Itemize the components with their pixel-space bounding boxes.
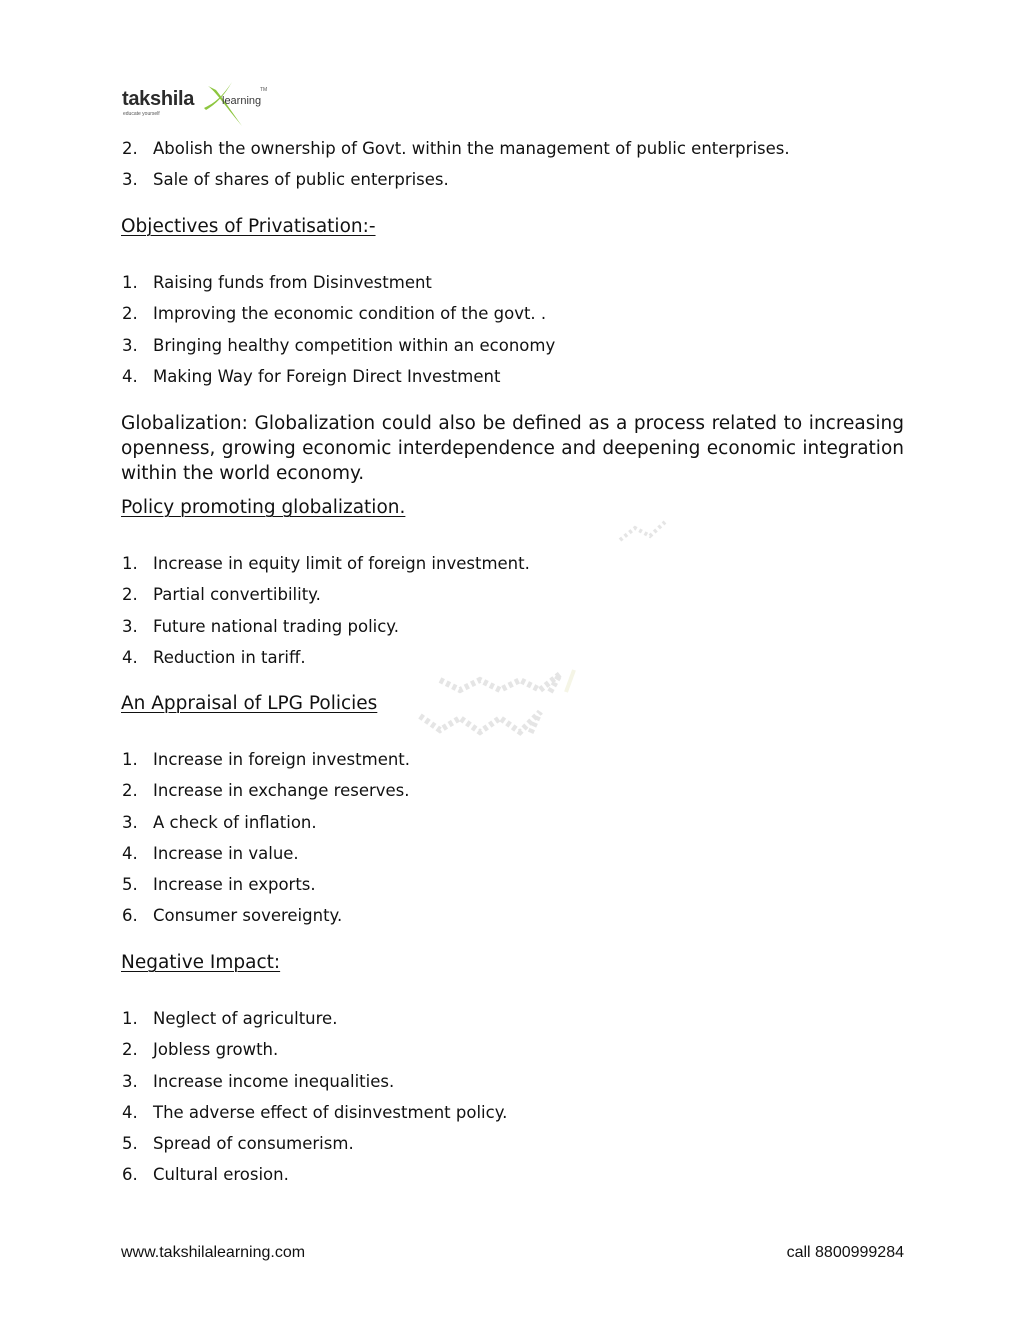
list-text: Partial convertibility. bbox=[153, 585, 321, 605]
list-text: Increase in value. bbox=[153, 843, 299, 863]
watermark-icon bbox=[610, 510, 680, 550]
list-number: 2. bbox=[122, 304, 138, 324]
globalization-paragraph bbox=[121, 411, 904, 486]
logo-tagline: educate yourself bbox=[123, 111, 160, 117]
list-number: 1. bbox=[122, 1009, 138, 1028]
logo-trademark: TM bbox=[260, 87, 268, 93]
list-text: Increase income inequalities. bbox=[153, 1071, 395, 1091]
objectives-heading: Objectives of Privatisation:- bbox=[121, 216, 376, 237]
logo-word: takshila bbox=[122, 88, 195, 110]
list-number: 4. bbox=[122, 366, 138, 386]
list-text: Increase in equity limit of foreign investment. bbox=[153, 554, 530, 573]
footer-phone: call 8800999284 bbox=[786, 1244, 904, 1261]
list-text: Cultural erosion. bbox=[153, 1165, 289, 1185]
list-number: 6. bbox=[122, 906, 138, 926]
globalization-text: Globalization could also be defined as a process related to increasing openness, growing economic interdependence and deepening economic integration within the world economy. bbox=[121, 413, 904, 484]
list-text: Reduction in tariff. bbox=[153, 647, 306, 667]
list-number: 4. bbox=[122, 647, 138, 667]
list-text: Increase in exchange reserves. bbox=[153, 781, 410, 801]
list-text: Sale of shares of public enterprises. bbox=[153, 170, 449, 190]
list-text: Abolish the ownership of Govt. within the management of public enterprises. bbox=[153, 139, 790, 158]
list-number: 5. bbox=[122, 1134, 138, 1154]
list-text: A check of inflation. bbox=[153, 812, 317, 832]
list-number: 3. bbox=[122, 616, 138, 636]
list-text: Jobless growth. bbox=[153, 1040, 279, 1060]
list-number: 1. bbox=[122, 273, 138, 292]
list-text: Increase in exports. bbox=[153, 875, 316, 895]
globalization-label: Globalization: bbox=[121, 413, 248, 434]
logo-word-learning: learning bbox=[222, 95, 262, 107]
list-number: 1. bbox=[122, 554, 138, 573]
list-number: 4. bbox=[122, 1102, 138, 1122]
list-text: Future national trading policy. bbox=[153, 616, 399, 636]
list-text: Bringing healthy competition within an economy bbox=[153, 335, 556, 355]
list-number: 3. bbox=[122, 335, 138, 355]
watermark-icon bbox=[400, 660, 590, 750]
list-text: Making Way for Foreign Direct Investment bbox=[153, 366, 501, 386]
footer-website: www.takshilalearning.com bbox=[121, 1244, 306, 1261]
list-number: 2. bbox=[122, 585, 138, 605]
list-text: Improving the economic condition of the govt. . bbox=[153, 304, 547, 324]
appraisal-heading: An Appraisal of LPG Policies bbox=[121, 693, 378, 714]
list-text: Increase in foreign investment. bbox=[153, 750, 411, 769]
list-number: 5. bbox=[122, 875, 138, 895]
list-text: Neglect of agriculture. bbox=[153, 1009, 338, 1028]
list-text: The adverse effect of disinvestment policy. bbox=[153, 1102, 508, 1122]
list-number: 6. bbox=[122, 1165, 138, 1185]
list-text: Consumer sovereignty. bbox=[153, 906, 343, 926]
list-text: Raising funds from Disinvestment bbox=[153, 273, 432, 292]
policy-heading: Policy promoting globalization. bbox=[121, 497, 406, 518]
takshila-logo bbox=[120, 78, 270, 128]
list-number: 3. bbox=[122, 812, 138, 832]
list-number: 3. bbox=[122, 1071, 138, 1091]
negative-heading: Negative Impact: bbox=[121, 952, 281, 973]
list-number: 2. bbox=[122, 781, 138, 801]
list-number: 2. bbox=[122, 139, 138, 158]
list-text: Spread of consumerism. bbox=[153, 1134, 354, 1154]
list-number: 2. bbox=[122, 1040, 138, 1060]
list-number: 4. bbox=[122, 843, 138, 863]
list-number: 1. bbox=[122, 750, 138, 769]
list-number: 3. bbox=[122, 170, 138, 190]
